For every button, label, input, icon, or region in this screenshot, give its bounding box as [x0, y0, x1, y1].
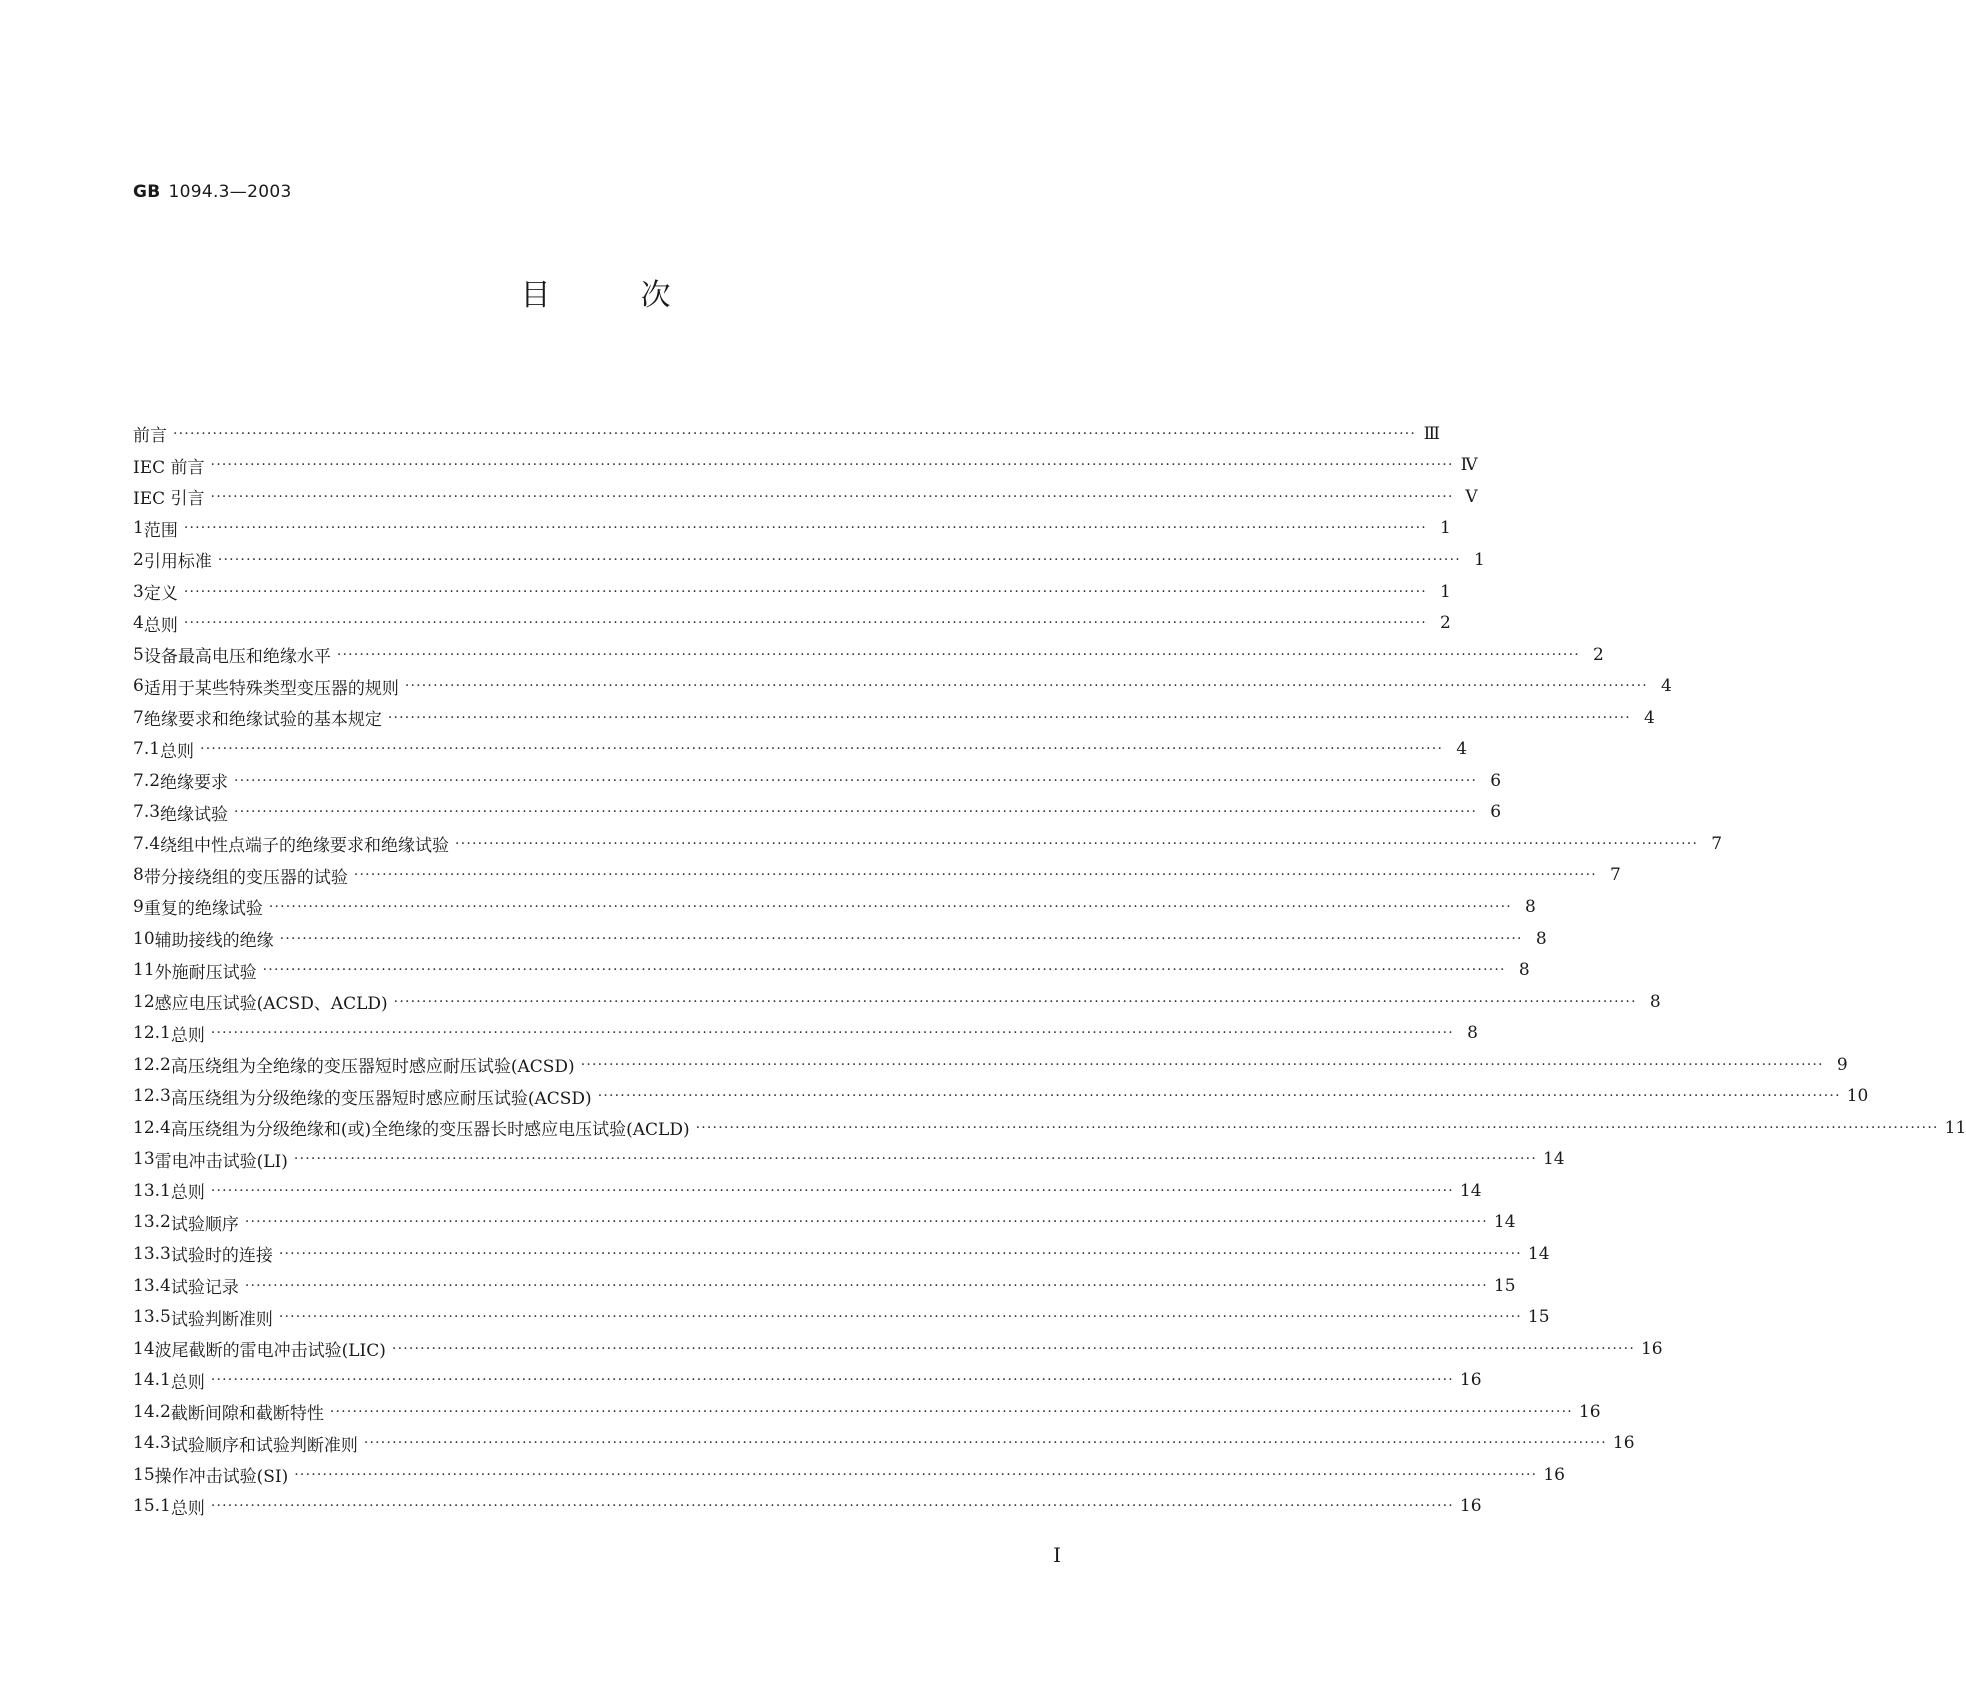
toc-entry[interactable] [133, 797, 1502, 829]
toc-entry-page: 4 [1456, 739, 1468, 760]
dot-leader: ···························································································································································································································· [234, 804, 1478, 821]
dot-leader: ···························································································································································································································· [336, 646, 1580, 663]
dot-leader: ···························································································································································································································· [217, 551, 1461, 568]
toc-entry-label: 截断间隙和截断特性 [170, 1404, 324, 1425]
toc-entry-label: 总则 [170, 1498, 205, 1519]
toc-entry[interactable] [133, 481, 1478, 513]
toc-entry-page: 4 [1661, 676, 1672, 697]
dot-leader: ···························································································································································································································· [262, 962, 1506, 979]
toc-entry-label: 总则 [170, 1183, 205, 1204]
toc-entry-number: 13.4 [133, 1275, 171, 1296]
toc-entry-number: 10 [133, 928, 155, 949]
toc-entry-page: 7 [1610, 865, 1621, 886]
dot-leader: ···························································································································································································································· [363, 1435, 1607, 1452]
toc-entry-label: 高压绕组为分级绝缘的变压器短时感应耐压试验(ACSD) [170, 1088, 592, 1109]
toc-entry-page: 7 [1711, 833, 1723, 854]
toc-entry-number: 2 [133, 549, 144, 570]
toc-entry-label: 试验判断准则 [170, 1309, 273, 1330]
dot-leader: ···························································································································································································································· [294, 1466, 1538, 1483]
toc-entry-number: 11 [133, 960, 155, 981]
toc-entry-page: Ⅴ [1465, 486, 1478, 507]
toc-entry[interactable] [133, 733, 1468, 765]
toc-entry-label: 带分接绕组的变压器的试验 [143, 867, 348, 888]
toc-entry-number: 14 [133, 1338, 155, 1359]
toc-entry-number: 15.1 [133, 1496, 171, 1517]
toc-entry[interactable] [133, 1364, 1482, 1396]
toc-entry-number: 6 [133, 676, 144, 697]
toc-entry[interactable] [133, 828, 1723, 860]
dot-leader: ···························································································································································································································· [210, 1182, 1454, 1199]
toc-entry[interactable] [133, 1238, 1550, 1270]
toc-entry-label: 外施耐压试验 [154, 962, 257, 983]
toc-entry-page: 8 [1525, 896, 1536, 917]
standard-number: 1094.3—2003 [168, 182, 292, 202]
toc-entry-label: 波尾截断的雷电冲击试验(LIC) [154, 1341, 386, 1362]
toc-entry-label: 适用于某些特殊类型变压器的规则 [143, 678, 399, 699]
dot-leader: ···························································································································································································································· [210, 1025, 1454, 1042]
toc-entry-page: 2 [1593, 644, 1604, 665]
toc-entry-page: 16 [1640, 1338, 1663, 1359]
toc-entry-page: 8 [1535, 928, 1547, 949]
toc-entry[interactable] [133, 1491, 1482, 1523]
toc-entry-number: 12.4 [133, 1117, 171, 1138]
toc-entry-number: 7.2 [133, 770, 161, 791]
toc-entry[interactable] [133, 513, 1451, 545]
toc-entry[interactable] [133, 450, 1478, 482]
toc-entry-page: 16 [1578, 1401, 1601, 1422]
dot-leader: ···························································································································································································································· [580, 1056, 1824, 1073]
toc-entry-number: 13.5 [133, 1307, 171, 1328]
dot-leader: ···························································································································································································································· [210, 488, 1454, 505]
toc-entry-number: 14.2 [133, 1401, 171, 1422]
toc-entry-label: 引用标准 [143, 552, 212, 573]
title-char-2: 次 [640, 278, 671, 313]
toc-entry-label: 绝缘要求和绝缘试验的基本规定 [143, 710, 382, 731]
toc-entry-page: 15 [1493, 1275, 1516, 1296]
toc-entry-label: 总则 [170, 1372, 205, 1393]
toc-entry-label: IEC 引言 [133, 489, 205, 510]
toc-entry-number: 13.1 [133, 1180, 171, 1201]
table-of-contents [133, 418, 1966, 1522]
toc-entry-page: 8 [1649, 991, 1661, 1012]
toc-entry-number: 1 [133, 518, 144, 539]
toc-entry-number: 12.1 [133, 1023, 171, 1044]
toc-entry-label: 范围 [143, 520, 178, 541]
toc-entry-label: 总则 [170, 1025, 205, 1046]
toc-entry-page: 4 [1644, 707, 1655, 728]
dot-leader: ···························································································································································································································· [597, 1088, 1841, 1105]
toc-entry-number: 7.4 [133, 833, 161, 854]
toc-entry-label: 操作冲击试验(SI) [154, 1467, 289, 1488]
dot-leader: ···························································································································································································································· [268, 898, 1512, 915]
toc-entry-label: 重复的绝缘试验 [143, 899, 263, 920]
toc-entry[interactable] [133, 1333, 1663, 1365]
dot-leader: ···························································································································································································································· [279, 930, 1523, 947]
toc-entry[interactable] [133, 1175, 1482, 1207]
toc-entry[interactable] [133, 702, 1655, 734]
toc-entry-label: 试验顺序 [170, 1214, 239, 1235]
page-title [0, 270, 1191, 314]
toc-entry[interactable] [133, 891, 1536, 923]
toc-entry-page: 8 [1467, 1023, 1478, 1044]
toc-entry-label: 设备最高电压和绝缘水平 [143, 647, 331, 668]
toc-entry-page: 14 [1493, 1212, 1516, 1233]
dot-leader: ···························································································································································································································· [404, 678, 1648, 695]
toc-entry-page: 11 [1944, 1117, 1966, 1138]
toc-entry-label: 试验时的连接 [170, 1246, 273, 1267]
dot-leader: ···························································································································································································································· [244, 1277, 1488, 1294]
toc-entry-number: 13.2 [133, 1212, 171, 1233]
toc-entry[interactable] [133, 576, 1451, 608]
toc-entry-page: 1 [1474, 549, 1485, 570]
toc-entry-number: 14.3 [133, 1433, 171, 1454]
toc-entry-number: 7.3 [133, 802, 161, 823]
toc-entry-page: 1 [1440, 581, 1451, 602]
toc-entry[interactable] [133, 1112, 1966, 1144]
toc-entry-label: 辅助接线的绝缘 [154, 931, 274, 952]
toc-entry-number: 8 [133, 865, 144, 886]
toc-entry[interactable] [133, 1459, 1565, 1491]
toc-entry-number: 9 [133, 896, 144, 917]
toc-entry-label: 高压绕组为全绝缘的变压器短时感应耐压试验(ACSD) [170, 1057, 575, 1078]
toc-entry-page: 2 [1440, 613, 1451, 634]
toc-entry[interactable] [133, 1270, 1516, 1302]
toc-entry[interactable] [133, 1428, 1635, 1460]
dot-leader: ···························································································································································································································· [278, 1245, 1522, 1262]
toc-entry-label: 绕组中性点端子的绝缘要求和绝缘试验 [160, 836, 450, 857]
toc-entry[interactable] [133, 1207, 1516, 1239]
toc-entry-page: 16 [1543, 1464, 1565, 1485]
dot-leader: ···························································································································································································································· [387, 709, 1631, 726]
dot-leader: ···························································································································································································································· [293, 1151, 1537, 1168]
toc-entry-page: 14 [1459, 1180, 1482, 1201]
toc-entry[interactable] [133, 1080, 1869, 1112]
toc-entry-label: 绝缘试验 [160, 804, 229, 825]
toc-entry-label: 雷电冲击试验(LI) [154, 1151, 288, 1172]
toc-entry-page: 14 [1542, 1149, 1565, 1170]
toc-entry[interactable] [133, 765, 1502, 797]
dot-leader: ···························································································································································································································· [183, 615, 1427, 632]
toc-entry-page: 1 [1440, 518, 1451, 539]
document-code [133, 182, 292, 202]
standard-prefix: GB [133, 182, 161, 202]
toc-entry-page: 16 [1459, 1370, 1482, 1391]
dot-leader: ···························································································································································································································· [210, 1498, 1454, 1515]
page-number: I [1053, 1543, 1061, 1567]
dot-leader: ···························································································································································································································· [329, 1403, 1573, 1420]
dot-leader: ···························································································································································································································· [393, 993, 1637, 1010]
toc-entry[interactable] [133, 607, 1451, 639]
toc-entry[interactable] [133, 954, 1530, 986]
toc-entry-number: 15 [133, 1464, 155, 1485]
dot-leader: ···························································································································································································································· [210, 457, 1454, 474]
toc-entry-number: 12.2 [133, 1054, 171, 1075]
toc-entry-label: 前言 [133, 426, 167, 447]
toc-entry[interactable] [133, 923, 1547, 955]
toc-entry-page: 14 [1527, 1243, 1550, 1264]
toc-entry-page: 6 [1490, 770, 1502, 791]
toc-entry-label: 总则 [160, 741, 195, 762]
dot-leader: ···························································································································································································································· [234, 772, 1478, 789]
toc-entry-number: 12 [133, 991, 155, 1012]
toc-entry[interactable] [133, 1396, 1601, 1428]
dot-leader: ···························································································································································································································· [244, 1214, 1488, 1231]
dot-leader: ···························································································································································································································· [695, 1119, 1939, 1136]
dot-leader: ···························································································································································································································· [183, 583, 1427, 600]
toc-entry-page: 15 [1527, 1307, 1550, 1328]
toc-entry-number: 13 [133, 1149, 155, 1170]
toc-entry-label: 感应电压试验(ACSD、ACLD) [154, 994, 388, 1015]
toc-entry-page: Ⅲ [1423, 423, 1441, 444]
toc-entry-number: 14.1 [133, 1370, 171, 1391]
toc-entry-label: IEC 前言 [133, 457, 205, 478]
toc-entry-label: 试验记录 [170, 1278, 239, 1299]
toc-entry-label: 试验顺序和试验判断准则 [170, 1435, 358, 1456]
toc-entry-number: 3 [133, 581, 144, 602]
toc-entry-page: 8 [1518, 960, 1530, 981]
dot-leader: ···························································································································································································································· [455, 835, 1699, 852]
toc-entry[interactable] [133, 1144, 1565, 1176]
toc-entry[interactable] [133, 418, 1441, 450]
dot-leader: ···························································································································································································································· [391, 1340, 1635, 1357]
toc-entry[interactable] [133, 860, 1621, 892]
toc-entry-label: 定义 [143, 584, 178, 604]
toc-entry-page: 16 [1459, 1496, 1482, 1517]
dot-leader: ···························································································································································································································· [353, 867, 1597, 884]
dot-leader: ···························································································································································································································· [200, 741, 1444, 758]
toc-entry-number: 12.3 [133, 1086, 171, 1107]
toc-entry-number: 4 [133, 613, 144, 634]
dot-leader: ···························································································································································································································· [210, 1372, 1454, 1389]
toc-entry[interactable] [133, 670, 1672, 702]
toc-entry-number: 7 [133, 707, 144, 728]
toc-entry-number: 7.1 [133, 739, 161, 760]
toc-entry-label: 绝缘要求 [160, 773, 229, 794]
toc-entry[interactable] [133, 1049, 1848, 1081]
toc-entry[interactable] [133, 1301, 1550, 1333]
dot-leader: ···························································································································································································································· [278, 1309, 1522, 1326]
toc-entry-number: 5 [133, 644, 144, 665]
toc-entry-label: 总则 [143, 615, 178, 636]
dot-leader: ···························································································································································································································· [183, 520, 1427, 537]
toc-entry-page: 16 [1612, 1433, 1635, 1454]
toc-entry[interactable] [133, 544, 1485, 576]
toc-entry-page: 10 [1846, 1086, 1869, 1107]
toc-entry-number: 13.3 [133, 1243, 171, 1264]
toc-entry-page: 9 [1836, 1054, 1848, 1075]
toc-entry[interactable] [133, 1017, 1478, 1049]
toc-entry-page: 6 [1490, 802, 1502, 823]
title-char-1: 目 [520, 278, 551, 313]
toc-entry[interactable] [133, 639, 1604, 671]
toc-entry-page: Ⅳ [1460, 455, 1478, 476]
toc-entry[interactable] [133, 986, 1661, 1018]
toc-entry-label: 高压绕组为分级绝缘和(或)全绝缘的变压器长时感应电压试验(ACLD) [170, 1120, 690, 1141]
dot-leader: ···························································································································································································································· [173, 425, 1417, 442]
